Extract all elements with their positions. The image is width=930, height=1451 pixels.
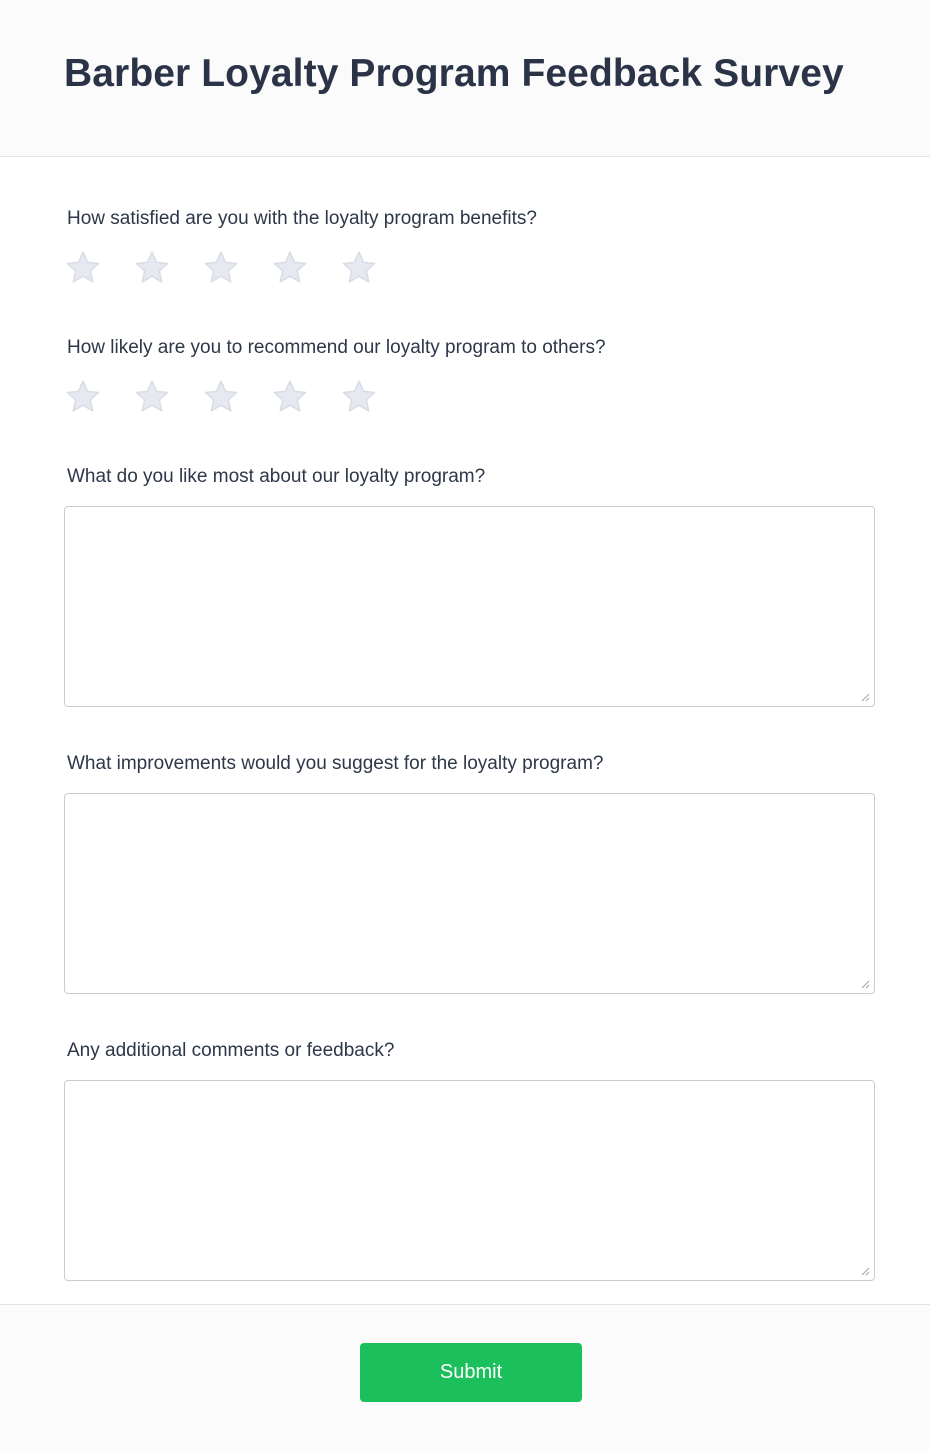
- question-label: What do you like most about our loyalty program?: [67, 466, 486, 487]
- star-icon[interactable]: [340, 378, 378, 416]
- comments-textarea[interactable]: [64, 1080, 875, 1281]
- resize-grip-icon[interactable]: [860, 979, 870, 989]
- star-icon[interactable]: [340, 249, 378, 287]
- question-label: How likely are you to recommend our loyalty program to others?: [67, 337, 606, 358]
- textarea-wrapper: [64, 506, 875, 707]
- question-satisfaction: [64, 207, 875, 288]
- star-icon[interactable]: [271, 249, 309, 287]
- question-label: How satisfied are you with the loyalty program benefits?: [67, 208, 537, 229]
- survey-header: [0, 0, 930, 157]
- star-rating: [64, 248, 875, 288]
- resize-grip-icon[interactable]: [860, 1266, 870, 1276]
- question-improvements: [64, 752, 875, 994]
- improvements-textarea[interactable]: [64, 793, 875, 994]
- submit-button[interactable]: Submit: [360, 1343, 582, 1402]
- survey-form: [0, 157, 930, 1281]
- star-icon[interactable]: [133, 249, 171, 287]
- star-icon[interactable]: [64, 249, 102, 287]
- star-icon[interactable]: [271, 378, 309, 416]
- textarea-wrapper: [64, 793, 875, 994]
- question-label: Any additional comments or feedback?: [67, 1040, 395, 1061]
- question-likes: [64, 465, 875, 707]
- star-icon[interactable]: [202, 249, 240, 287]
- question-recommend: [64, 336, 875, 417]
- likes-textarea[interactable]: [64, 506, 875, 707]
- star-icon[interactable]: [64, 378, 102, 416]
- page-title: Barber Loyalty Program Feedback Survey: [64, 52, 844, 95]
- question-label: What improvements would you suggest for the loyalty program?: [67, 753, 604, 774]
- textarea-wrapper: [64, 1080, 875, 1281]
- question-comments: [64, 1039, 875, 1281]
- resize-grip-icon[interactable]: [860, 692, 870, 702]
- star-icon[interactable]: [202, 378, 240, 416]
- star-rating: [64, 377, 875, 417]
- star-icon[interactable]: [133, 378, 171, 416]
- survey-footer: [0, 1304, 930, 1451]
